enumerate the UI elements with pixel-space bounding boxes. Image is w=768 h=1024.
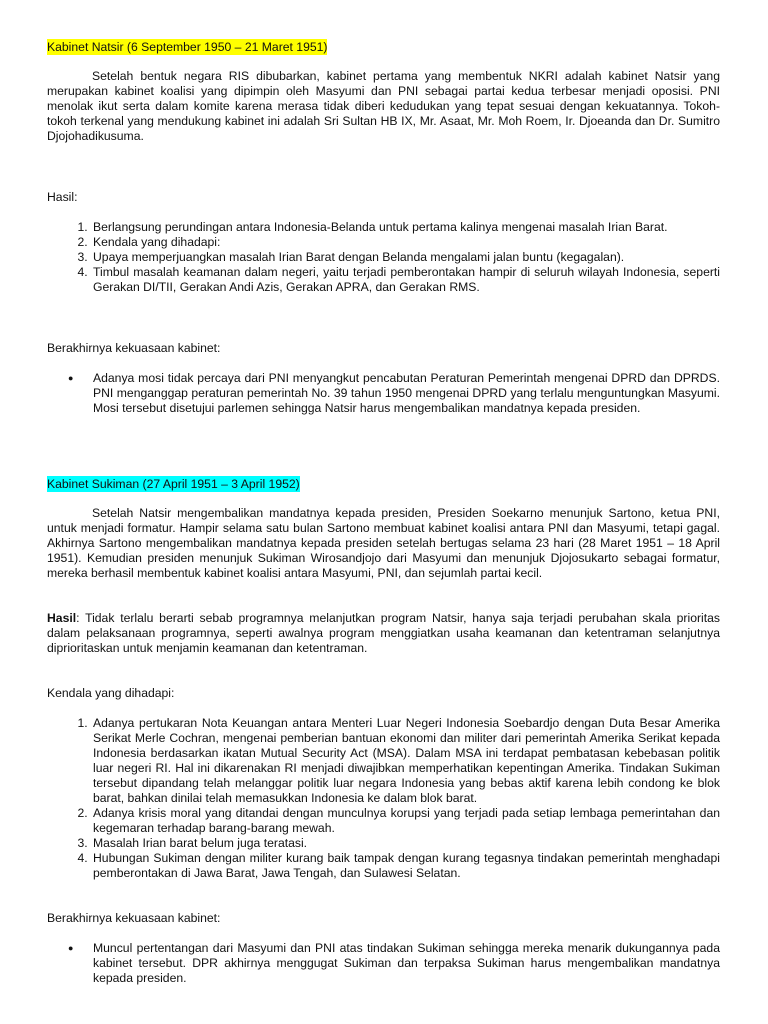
list-item: 1. Adanya pertukaran Nota Keuangan antara Menteri Luar Negeri Indonesia Soebardjo dengan Duta Besar Amerika Serikat Merle Cochran, mengenai pemberian bantuan ekonomi dan militer dari pemerintah Amerika Serikat kepada Indonesia berdasarkan ikatan Mutual Security Act (MSA). Dalam MSA ini terdapat pembatasan kebebasan politik luar negeri RI. Hal ini dikarenakan RI menjadi diwajibkan memperhatikan kepentingan Amerika. Tindakan Sukiman tersebut dipandang telah melanggar politik luar negara Indonesia yang bebas aktif karena lebih condong ke blok barat, bahkan dinilai telah memasukkan Indonesia ke dalam blok barat. <box>91 716 720 806</box>
list-item: 2. Kendala yang dihadapi: <box>91 235 720 250</box>
natsir-end-label: Berakhirnya kekuasaan kabinet: <box>47 341 221 355</box>
sukiman-end-label: Berakhirnya kekuasaan kabinet: <box>47 911 221 925</box>
section-title-sukiman <box>47 477 720 492</box>
sukiman-kendala-list <box>47 716 720 881</box>
list-item: ● Muncul pertentangan dari Masyumi dan PNI atas tindakan Sukiman sehingga mereka menarik dukungannya pada kabinet tersebut. DPR akhirnya menggugat Sukiman dan terpaksa Sukiman harus mengembalikan mandatnya kepada presiden. <box>91 941 720 986</box>
list-item: 4. Timbul masalah keamanan dalam negeri, yaitu terjadi pemberontakan hampir di seluruh wilayah Indonesia, seperti Gerakan DI/TII, Gerakan Andi Azis, Gerakan APRA, dan Gerakan RMS. <box>91 265 720 295</box>
list-item: 3. Upaya memperjuangkan masalah Irian Barat dengan Belanda mengalami jalan buntu (kegagalan). <box>91 250 720 265</box>
natsir-hasil-list <box>47 220 720 295</box>
hasil-bold-label: Hasil <box>47 611 77 625</box>
list-item: 3. Masalah Irian barat belum juga teratasi. <box>91 836 720 851</box>
list-item: ● Adanya mosi tidak percaya dari PNI menyangkut pencabutan Peraturan Pemerintah mengenai DPRD dan DPRDS. PNI menganggap peraturan pemerintah No. 39 tahun 1950 mengenai DPRD yang terlalu menguntungkan Masyumi. Mosi tersebut disetujui parlemen sehingga Natsir harus mengembalikan mandatnya kepada presiden. <box>91 371 720 416</box>
list-item: 2. Adanya krisis moral yang ditandai dengan munculnya korupsi yang terjadi pada setiap lembaga pemerintahan dan kegemaran terhadap barang-barang mewah. <box>91 806 720 836</box>
sukiman-intro-paragraph: Setelah Natsir mengembalikan mandatnya kepada presiden, Presiden Soekarno menunjuk Sartono, ketua PNI, untuk menjadi formatur. Hampir selama satu bulan Sartono membuat kabinet koalisi antara PNI dan Masyumi, tetapi gagal. Akhirnya Sartono mengembalikan mandatnya kepada presiden setelah bertugas selama 23 hari (28 Maret 1951 – 18 April 1951). Kemudian presiden menunjuk Sukiman Wirosandjojo dari Masyumi dan menunjuk Djojosukarto sebagai formatur, mereka berhasil membentuk kabinet koalisi antara Masyumi, PNI, dan sejumlah partai kecil. <box>47 506 720 580</box>
list-item: 1. Berlangsung perundingan antara Indonesia-Belanda untuk pertama kalinya mengenai masalah Irian Barat. <box>91 220 720 235</box>
natsir-intro-paragraph: Setelah bentuk negara RIS dibubarkan, kabinet pertama yang membentuk NKRI adalah kabinet Natsir yang merupakan kabinet koalisi yang dipimpin oleh Masyumi dan PNI sebagai partai kedua terbesar menjadi oposisi. PNI menolak ikut serta dalam komite karena merasa tidak diberi kedudukan yang tepat sesuai dengan kekuatannya. Tokoh-tokoh terkenal yang mendukung kabinet ini adalah Sri Sultan HB IX, Mr. Asaat, Mr. Moh Roem, Ir. Djoeanda dan Dr. Sumitro Djojohadikusuma. <box>47 69 720 143</box>
highlighted-title: Kabinet Sukiman (27 April 1951 – 3 April 1952) <box>47 477 300 491</box>
natsir-hasil-label: Hasil: <box>47 190 78 204</box>
natsir-end-list <box>47 371 720 416</box>
sukiman-end-list <box>47 941 720 986</box>
list-item: 4. Hubungan Sukiman dengan militer kurang baik tampak dengan kurang tegasnya tindakan pemerintah menghadapi pemberontakan di Jawa Barat, Jawa Tengah, dan Sulawesi Selatan. <box>91 851 720 881</box>
section-title-natsir <box>47 40 720 55</box>
sukiman-kendala-label: Kendala yang dihadapi: <box>47 686 175 700</box>
hasil-text: : Tidak terlalu berarti sebab programnya melanjutkan program Natsir, hanya saja terjadi perubahan skala prioritas dalam pelaksanaan programnya, seperti awalnya program menggiatkan usaha keamanan dan ketentraman selanjutnya diprioritaskan untuk menjamin keamanan dan ketentraman. <box>47 611 720 655</box>
sukiman-hasil-paragraph <box>47 611 720 656</box>
highlighted-title: Kabinet Natsir (6 September 1950 – 21 Maret 1951) <box>47 40 328 54</box>
